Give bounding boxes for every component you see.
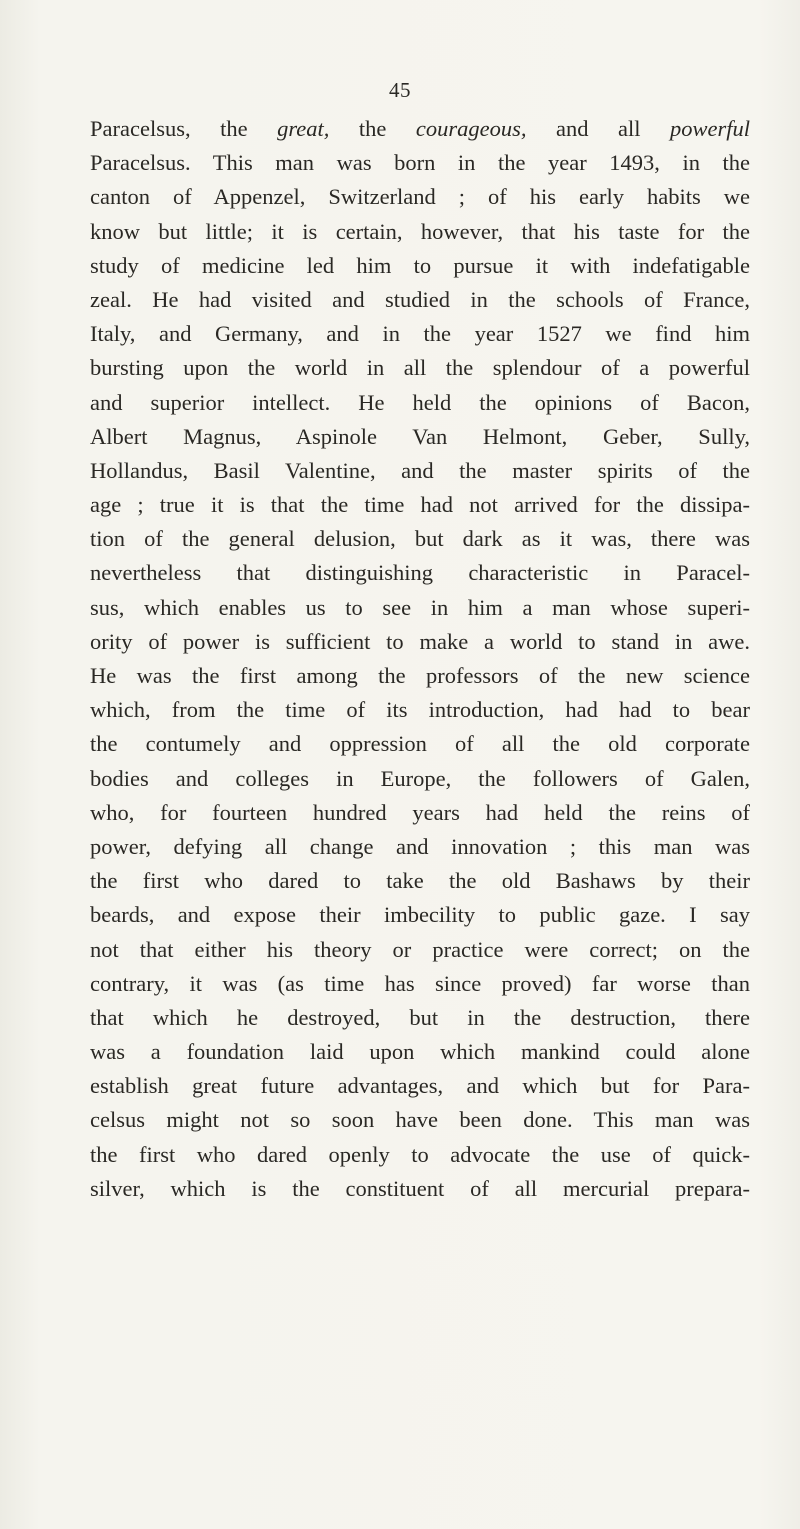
text-run: Albert Magnus, Aspinole Van Helmont, Geber, Sully, <box>90 423 750 449</box>
text-run: zeal. He had visited and studied in the schools of France, <box>90 286 750 312</box>
text-run: sus, which enables us to see in him a man whose superi- <box>90 594 750 620</box>
text-run: contrary, it was (as time has since proved) far worse than <box>90 970 750 996</box>
text-line <box>90 830 750 864</box>
text-line <box>90 1103 750 1137</box>
text-line <box>90 898 750 932</box>
text-line <box>90 625 750 659</box>
text-run: was a foundation laid upon which mankind could alone <box>90 1039 750 1065</box>
text-run: celsus might not so soon have been done. This man was <box>90 1107 750 1133</box>
text-run: Hollandus, Basil Valentine, and the master spirits of the <box>90 457 750 483</box>
text-line <box>90 180 750 214</box>
text-run: power, defying all change and innovation ; this man was <box>90 833 750 859</box>
text-run: which, from the time of its introduction, had had to bear <box>90 697 750 723</box>
text-run: nevertheless that distinguishing characteristic in Paracel- <box>90 560 750 586</box>
text-run: He was the first among the professors of the new science <box>90 663 750 688</box>
italic-run: courageous, <box>415 116 527 141</box>
text-line <box>90 215 750 249</box>
text-line <box>90 727 750 761</box>
text-run: Paracelsus, the <box>90 116 278 141</box>
text-line <box>90 317 750 351</box>
text-run: that which he destroyed, but in the destruction, there <box>90 1004 750 1030</box>
text-line <box>90 146 750 180</box>
text-line <box>90 386 750 420</box>
text-run: the <box>329 116 416 141</box>
text-line <box>90 522 750 556</box>
text-run: and superior intellect. He held the opinions of Bacon, <box>90 389 750 415</box>
text-line <box>90 1138 750 1172</box>
text-line <box>90 933 750 967</box>
text-line <box>90 488 750 522</box>
page-number: 45 <box>389 78 411 102</box>
text-run: bodies and colleges in Europe, the followers of Galen, <box>90 765 750 791</box>
text-run: age ; true it is that the time had not arrived for the dissipa- <box>90 492 750 518</box>
text-run: Paracelsus. This man was born in the year 1493, in the <box>90 150 750 176</box>
text-run: the first who dared to take the old Bashaws by their <box>90 868 750 894</box>
text-run: establish great future advantages, and which but for Para- <box>90 1073 750 1099</box>
text-line <box>90 420 750 454</box>
body-text <box>90 112 750 1206</box>
text-line <box>90 796 750 830</box>
text-line <box>90 351 750 385</box>
text-line <box>90 864 750 898</box>
text-line <box>90 1001 750 1035</box>
text-run: who, for fourteen hundred years had held the reins of <box>90 799 750 825</box>
text-run: and all <box>526 116 670 141</box>
text-line <box>90 112 750 146</box>
text-line <box>90 283 750 317</box>
italic-run: great, <box>277 116 330 141</box>
text-line <box>90 1172 750 1206</box>
text-line <box>90 1035 750 1069</box>
text-run: canton of Appenzel, Switzerland ; of his early habits we <box>90 184 750 210</box>
text-run: tion of the general delusion, but dark as it was, there was <box>90 526 750 552</box>
text-line <box>90 659 750 693</box>
text-run: ority of power is sufficient to make a world to stand in awe. <box>90 628 750 654</box>
text-line <box>90 454 750 488</box>
text-line <box>90 591 750 625</box>
text-run: the contumely and oppression of all the old corporate <box>90 731 750 757</box>
text-line <box>90 967 750 1001</box>
text-line <box>90 762 750 796</box>
text-run: silver, which is the constituent of all mercurial prepara- <box>90 1175 750 1201</box>
text-line <box>90 556 750 590</box>
text-run: not that either his theory or practice were correct; on the <box>90 936 750 962</box>
text-run: know but little; it is certain, however, that his taste for the <box>90 218 750 244</box>
text-line <box>90 1069 750 1103</box>
text-line <box>90 693 750 727</box>
italic-run: powerful <box>669 116 750 141</box>
text-run: Italy, and Germany, and in the year 1527 we find him <box>90 321 750 347</box>
text-run: bursting upon the world in all the splendour of a powerful <box>90 355 750 381</box>
text-line <box>90 249 750 283</box>
text-run: the first who dared openly to advocate the use of quick- <box>90 1141 750 1167</box>
text-run: beards, and expose their imbecility to public gaze. I say <box>90 902 750 928</box>
text-run: study of medicine led him to pursue it with indefatigable <box>90 252 750 278</box>
